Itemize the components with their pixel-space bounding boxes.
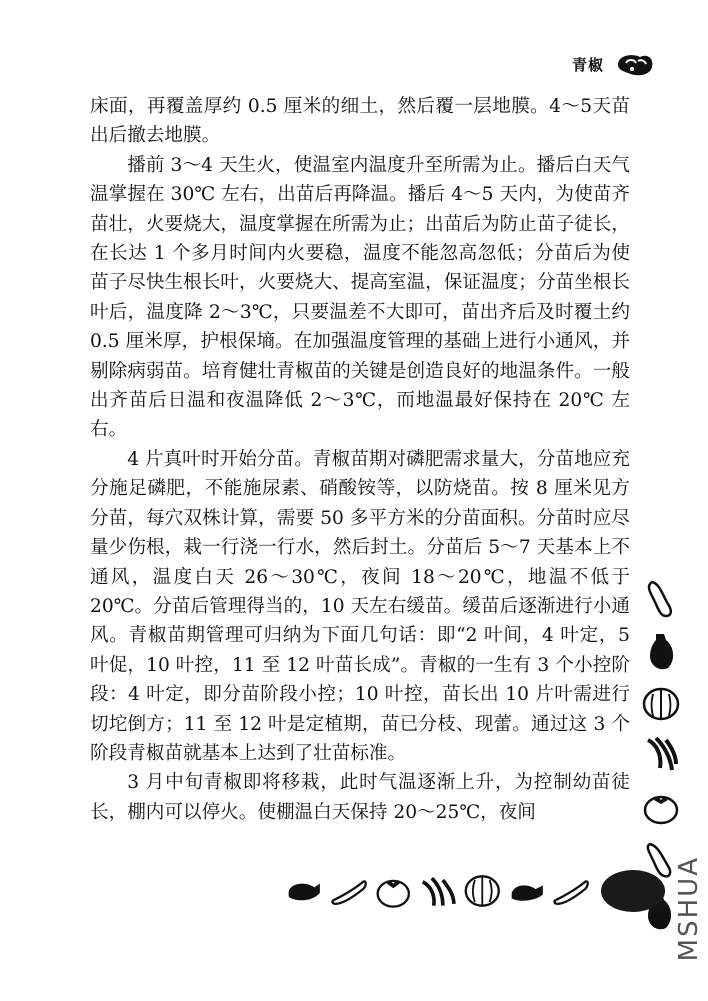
eggplant-icon (642, 630, 680, 672)
cucumber-icon (330, 871, 369, 911)
squash-icon (463, 871, 502, 911)
paragraph: 3 月中旬青椒即将移栽，此时气温逐渐上升，为控制幼苗徒长，棚内可以停火。使棚温白天保持 20～25℃，夜间 (90, 772, 630, 823)
tomato-icon (642, 786, 680, 828)
page-header (572, 44, 656, 84)
watermark: MSHUA (674, 855, 704, 961)
pepper-icon (614, 49, 656, 79)
eggplant-icon (508, 871, 547, 911)
eggplant-icon (285, 871, 324, 911)
paragraph: 播前 3～4 天生火，使温室内温度升至所需为止。播后白天气温掌握在 30℃ 左右，出苗后再降温。播后 4～5 天内，为使苗齐苗壮，火要烧大，温度掌握在所需为止；出苗后为防止苗子徒长，在长达 1 个多月时间内火要稳，温度不能忽高忽低；分苗后为使苗子尽快生根长叶，火要烧大、提高室温，保证温度；分苗坐根长叶后，温度降 2～3℃，只要温差不大即可，苗出齐后及时覆土约 0.5 厘米厚，护根保墒。在加强温度管理的基础上进行小通风，并剔除病弱苗。培育健壮青椒苗的关键是创造良好的地温条件。一般出齐苗后日温和夜温降低 2～3℃，而地温最好保持在 20℃ 左右。 (90, 154, 630, 441)
cucumber-icon (642, 578, 680, 620)
running-title: 青椒 (571, 55, 604, 74)
paragraph: 床面，再覆盖厚约 0.5 厘米的细土，然后覆一层地膜。4～5天苗出后撤去地膜。 (90, 96, 630, 147)
body-text (90, 92, 630, 827)
beans-icon (642, 734, 680, 776)
squash-icon (642, 682, 680, 724)
cucumber-icon (552, 871, 591, 911)
tomato-icon (374, 871, 413, 911)
beans-icon (419, 871, 458, 911)
bottom-decoration-strip (285, 868, 665, 914)
paragraph: 4 片真叶时开始分苗。青椒苗期对磷肥需求量大，分苗地应充分施足磷肥，不能施尿素、硝酸铵等，以防烧苗。按 8 厘米见方分苗，每穴双株计算，需要 50 多平方米的分苗面积。分苗时应尽量少伤根，栽一行浇一行水，然后封土。分苗后 5～7 天基本上不通风，温度白天 26～30℃，夜间 18～20℃，地温不低于 20℃。分苗后管理得当的，10 天左右缓苗。缓苗后逐渐进行小通风。青椒苗期管理可归纳为下面几句话：即“2 叶间，4 叶定，5 叶促，10 叶控，11 至 12 叶苗长成”。青椒的一生有 3 个小控阶段：4 叶定，即分苗阶段小控；10 叶控，苗长出 10 片叶需进行切坨倒方；11 至 12 叶是定植期，苗已分枝、现蕾。通过这 3 个阶段青椒苗就基本上达到了壮苗标准。 (90, 448, 630, 764)
page-number-blob (601, 870, 665, 912)
